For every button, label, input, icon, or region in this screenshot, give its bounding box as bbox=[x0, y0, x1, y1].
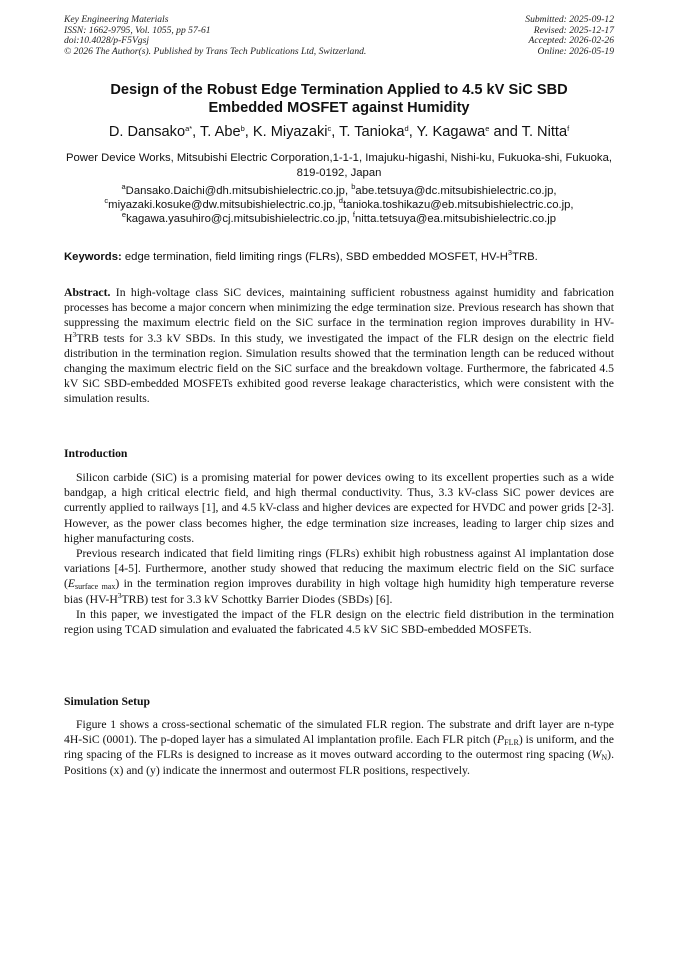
author-name: Y. Kagawa bbox=[416, 124, 486, 140]
intro-p2-text-3: TRB) test for 3.3 kV Schottky Barrier Diodes (SBDs) [6]. bbox=[121, 592, 393, 606]
author-name: K. Miyazaki bbox=[252, 124, 328, 140]
keywords-text-end: TRB. bbox=[512, 251, 538, 263]
author-name: T. Nitta bbox=[521, 124, 568, 140]
author-affiliation-mark: b bbox=[240, 124, 245, 133]
abstract-superscript: 3 bbox=[72, 329, 77, 339]
intro-paragraph-1: Silicon carbide (SiC) is a promising material for power devices owing to its excellent properties such as a wide bandgap, a high critical electric field, and high thermal conductivity. Thus, 3.3 kV-class SiC power devices are currently applied to railways [1], and 4.5 kV-class and higher devices are expected for HVDC and power grids [2-3]. However, as the power class becomes higher, the edge termination size increases, leading to larger chip sizes and higher manufacturing costs. bbox=[64, 471, 614, 545]
author-separator: and bbox=[489, 124, 522, 140]
author-affiliation-mark: a* bbox=[185, 124, 193, 133]
author-separator: , bbox=[408, 124, 417, 140]
submitted-date: Submitted: 2025-09-12 bbox=[525, 14, 614, 25]
title-line-2: Embedded MOSFET against Humidity bbox=[208, 100, 470, 116]
email-mark: e bbox=[121, 210, 127, 220]
simulation-paragraph bbox=[64, 717, 614, 778]
author-emails bbox=[64, 184, 614, 227]
keywords-label: Keywords: bbox=[64, 251, 122, 263]
simulation-setup-section bbox=[64, 717, 614, 778]
email-address: nitta.tetsuya@ea.mitsubishielectric.co.jp bbox=[355, 213, 557, 226]
intro-p2-text-2: ) in the termination region improves durability in high voltage high humidity high temperature reverse bias (HV-H bbox=[64, 577, 614, 606]
pflr-symbol: P bbox=[497, 733, 505, 747]
keywords-superscript: 3 bbox=[507, 248, 513, 257]
author-separator: , bbox=[331, 124, 340, 140]
author-separator: , bbox=[244, 124, 253, 140]
author-name: T. Tanioka bbox=[339, 124, 405, 140]
introduction-heading: Introduction bbox=[64, 447, 128, 460]
email-address: tanioka.toshikazu@eb.mitsubishielectric.co.jp, bbox=[342, 199, 574, 212]
abstract-label: Abstract. bbox=[64, 286, 111, 299]
keywords bbox=[64, 250, 614, 264]
author-name: T. Abe bbox=[200, 124, 241, 140]
simulation-setup-heading: Simulation Setup bbox=[64, 695, 151, 708]
copyright: © 2026 The Author(s). Published by Trans Tech Publications Ltd, Switzerland. bbox=[64, 45, 367, 57]
affiliation: Power Device Works, Mitsubishi Electric Corporation,1-1-1, Imajuku-higashi, Nishi-ku, Fukuoka-shi, Fukuoka, 819-0192, Japan bbox=[65, 152, 612, 179]
author-affiliation-mark: d bbox=[404, 124, 409, 133]
wn-symbol: W bbox=[591, 748, 602, 762]
keywords-text: edge termination, field limiting rings (FLRs), SBD embedded MOSFET, HV-H bbox=[121, 251, 508, 263]
email-mark: b bbox=[351, 182, 356, 191]
efield-subscript: surface max bbox=[75, 582, 116, 592]
journal-name: Key Engineering Materials bbox=[64, 14, 169, 25]
author-separator: , bbox=[192, 124, 201, 140]
email-address: Dansako.Daichi@dh.mitsubishielectric.co.jp, bbox=[125, 185, 352, 197]
author-affiliation-mark: f bbox=[567, 124, 570, 133]
introduction-section bbox=[64, 470, 614, 637]
email-mark: a bbox=[121, 182, 126, 191]
author-name: D. Dansako bbox=[108, 124, 186, 140]
email-address: abe.tetsuya@dc.mitsubishielectric.co.jp, bbox=[355, 185, 557, 197]
author-list bbox=[64, 123, 614, 141]
online-date: Online: 2026-05-19 bbox=[537, 45, 614, 57]
intro-p2-text-1: Previous research indicated that field limiting rings (FLRs) exhibit high robustness against Al implantation dose variations [4-5]. Furthermore, another study showed that reducing the maximum electric field on the SiC surface ( bbox=[64, 547, 614, 591]
abstract-paragraph bbox=[64, 285, 614, 407]
accepted-date: Accepted: 2026-02-26 bbox=[528, 35, 614, 47]
author-affiliation-mark: c bbox=[327, 124, 332, 133]
email-mark: c bbox=[104, 196, 109, 206]
email-mark: f bbox=[352, 210, 355, 220]
abstract bbox=[64, 285, 614, 407]
email-address: kagawa.yasuhiro@cj.mitsubishielectric.co.jp, bbox=[126, 213, 353, 226]
wn-subscript: N bbox=[601, 753, 608, 763]
abstract-text-2: TRB tests for 3.3 kV SBDs. In this study, we investigated the impact of the FLR design on the electric field distribution in the termination region. Simulation results showed that the termination length can be reduced without changing the maximum electric field on the SiC surface and the breakdown voltage. Furthermore, the fabricated 4.5 kV SiC SBD-embedded MOSFETs exhibited good reverse leakage characteristics, which were consistent with the simulation results. bbox=[64, 331, 614, 406]
journal-header-right bbox=[525, 15, 614, 57]
pflr-subscript: FLR bbox=[504, 738, 519, 748]
abstract-text-1: In high-voltage class SiC devices, maintaining sufficient robustness against humidity and fabrication processes has become a major concern when minimizing the edge termination size. Previous research has shown that suppressing the maximum electric field on the SiC surface in the termination region improves durability in HV-H bbox=[64, 286, 614, 345]
author-affiliation-mark: e bbox=[485, 124, 490, 133]
email-line bbox=[64, 198, 614, 212]
email-line bbox=[64, 212, 614, 226]
paper-title bbox=[64, 81, 614, 117]
journal-header-left bbox=[64, 15, 366, 57]
sim-text-3: ). Positions (x) and (y) indicate the innermost and outermost FLR positions, respectively. bbox=[64, 748, 614, 777]
intro-paragraph-2 bbox=[64, 546, 614, 607]
revised-date: Revised: 2025-12-17 bbox=[533, 24, 614, 36]
sim-text-1: Figure 1 shows a cross-sectional schematic of the simulated FLR region. The substrate and drift layer are n-type 4H-SiC (0001). The p-doped layer has a simulated Al implantation profile. Each FLR pitch ( bbox=[64, 718, 614, 747]
title-line-1: Design of the Robust Edge Termination Applied to 4.5 kV SiC SBD bbox=[110, 82, 568, 98]
doi: doi:10.4028/p-F5Vgsj bbox=[64, 35, 150, 47]
email-address: miyazaki.kosuke@dw.mitsubishielectric.co.jp, bbox=[108, 199, 339, 212]
email-mark: d bbox=[338, 196, 343, 206]
issn: ISSN: 1662-9795, Vol. 1055, pp 57-61 bbox=[64, 24, 211, 36]
intro-paragraph-3: In this paper, we investigated the impact of the FLR design on the electric field distribution in the termination region using TCAD simulation and evaluated the fabricated 4.5 kV SiC SBD-embedded MOSFETs. bbox=[64, 607, 614, 637]
efield-symbol: E bbox=[67, 577, 76, 591]
intro-p2-superscript: 3 bbox=[117, 590, 122, 600]
sim-text-2: ) is uniform, and the ring spacing of the FLRs is designed to increase as it moves outward according to the outermost ring spacing ( bbox=[64, 733, 614, 762]
